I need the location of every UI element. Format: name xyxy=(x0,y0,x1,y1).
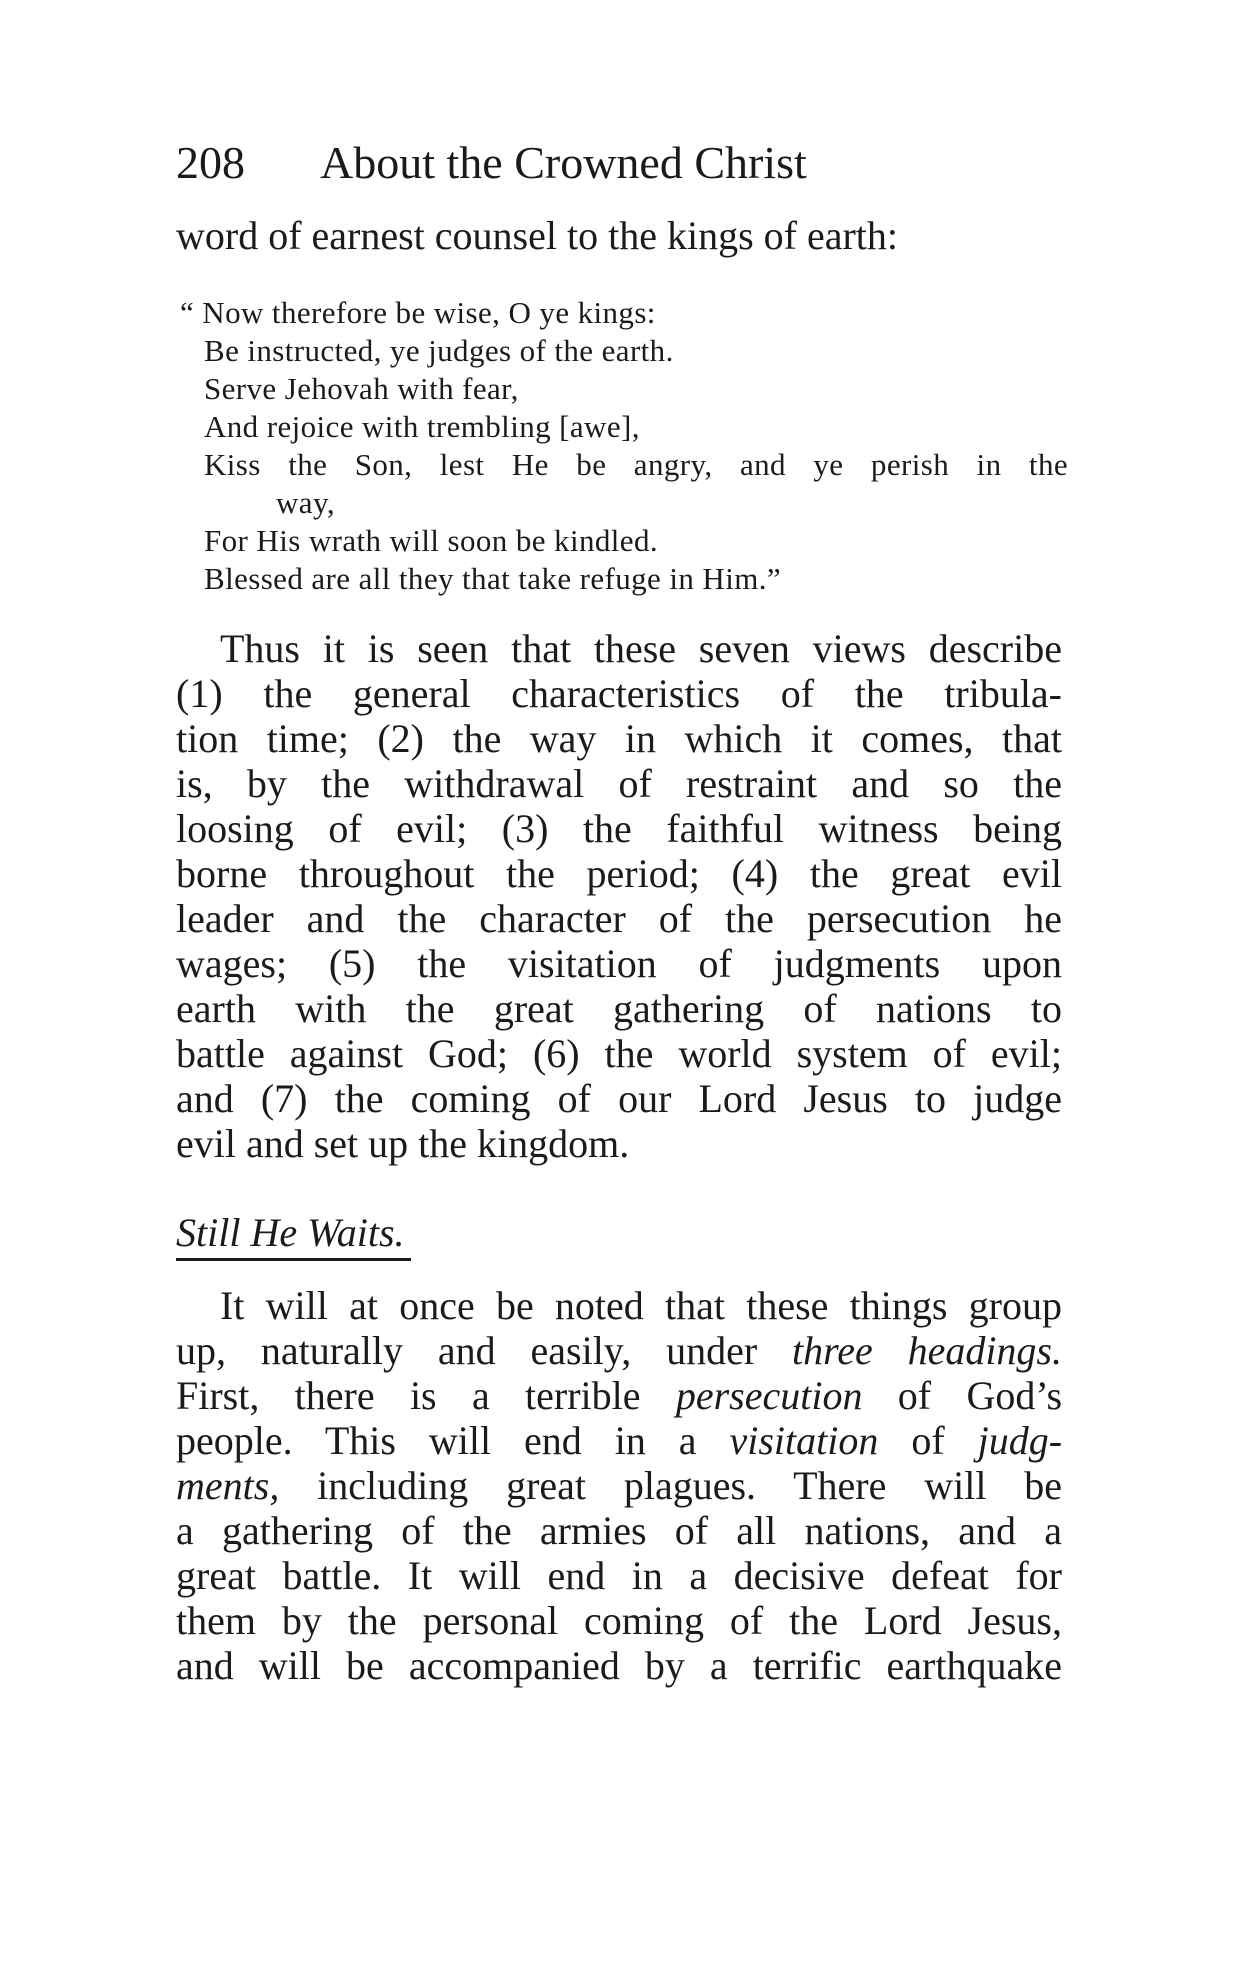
verse-line: Serve Jehovah with fear, xyxy=(204,371,519,406)
verse-line: For His wrath will soon be kindled. xyxy=(204,523,658,558)
text-line: tion time; (2) the way in which it comes, that xyxy=(176,716,1062,761)
text-line: Thus it is seen that these seven views describe xyxy=(220,626,1062,671)
italic-phrase: persecution xyxy=(675,1373,863,1418)
text-line: them by the personal coming of the Lord Jesus, xyxy=(176,1598,1062,1643)
text-line: (1) the general characteristics of the tribula- xyxy=(176,671,1062,716)
section-heading: Still He Waits. xyxy=(176,1208,411,1261)
page-number: 208 xyxy=(176,137,245,188)
text-segment: of xyxy=(911,1418,945,1463)
text-line: It will at once be noted that these things group xyxy=(220,1283,1062,1328)
running-head xyxy=(176,128,1076,198)
text-line: a gathering of the armies of all nations, and a xyxy=(176,1508,1062,1553)
text-line: great battle. It will end in a decisive defeat for xyxy=(176,1553,1062,1598)
text-segment: of God’s xyxy=(897,1373,1063,1418)
text-line: and will be accompanied by a terrific earthquake xyxy=(176,1643,1062,1688)
text-line xyxy=(176,1463,1062,1509)
running-title: About the Crowned Christ xyxy=(320,137,807,188)
italic-phrase: three headings. xyxy=(792,1328,1062,1373)
italic-phrase: judg- xyxy=(977,1418,1063,1463)
text-line: battle against God; (6) the world system of evil; xyxy=(176,1031,1062,1076)
text-line: loosing of evil; (3) the faithful witness being xyxy=(176,806,1062,851)
italic-phrase: ments, xyxy=(176,1463,280,1508)
verse-line: way, xyxy=(276,485,335,520)
text-line xyxy=(176,1328,1062,1374)
text-segment: including great plagues. There will be xyxy=(317,1463,1062,1508)
text-line: wages; (5) the visitation of judgments upon xyxy=(176,941,1062,986)
verse-line: Blessed are all they that take refuge in Him.” xyxy=(204,561,782,596)
text-line: earth with the great gathering of nations to xyxy=(176,986,1062,1031)
text-line: and (7) the coming of our Lord Jesus to judge xyxy=(176,1076,1062,1121)
text-segment: people. This will end in a xyxy=(176,1418,697,1463)
text-segment: First, there is a terrible xyxy=(176,1373,641,1418)
verse-line: Kiss the Son, lest He be angry, and ye perish in the xyxy=(204,447,1068,482)
italic-phrase: visitation xyxy=(729,1418,879,1463)
text-line xyxy=(176,1373,1062,1419)
verse-line: And rejoice with trembling [awe], xyxy=(204,409,640,444)
text-line: leader and the character of the persecution he xyxy=(176,896,1062,941)
intro-line: word of earnest counsel to the kings of earth: xyxy=(176,213,899,258)
text-segment: up, naturally and easily, under xyxy=(176,1328,758,1373)
verse-line: “ Now therefore be wise, O ye kings: xyxy=(180,295,656,330)
text-line: is, by the withdrawal of restraint and so the xyxy=(176,761,1062,806)
text-line: evil and set up the kingdom. xyxy=(176,1121,630,1166)
text-line: borne throughout the period; (4) the great evil xyxy=(176,851,1062,896)
verse-line: Be instructed, ye judges of the earth. xyxy=(204,333,674,368)
text-line xyxy=(176,1418,1062,1464)
